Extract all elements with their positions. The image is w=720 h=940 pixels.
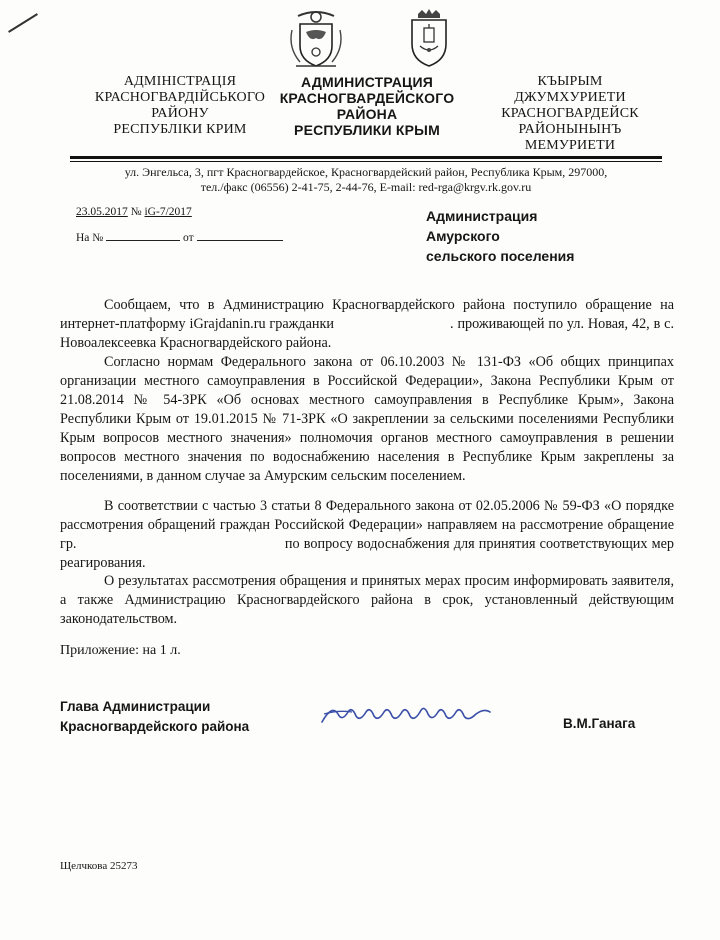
header-ukrainian-line: АДМІНІСТРАЦІЯ [123, 74, 237, 89]
header-divider-thick [70, 156, 662, 159]
executor-note: Щелчкова 25273 [60, 860, 138, 872]
header-crimean-tatar-line: КЪЫРЫМ [537, 74, 603, 89]
signatory-position [60, 697, 249, 737]
recipient-line: сельского поселения [426, 248, 575, 264]
crimea-coat-of-arms-icon [286, 8, 346, 70]
header-crimean-tatar-line: КРАСНОГВАРДЕЙСК [501, 106, 639, 121]
header-russian-line: РАЙОНА [336, 106, 398, 122]
contact-details: тел./факс (06556) 2-41-75, 2-44-76, E-mail: red-rga@krgv.rk.gov.ru [200, 180, 532, 194]
header-russian-line: КРАСНОГВАРДЕЙСКОГО [279, 90, 455, 106]
header-russian-line: АДМИНИСТРАЦИЯ [301, 74, 433, 90]
pen-mark [8, 13, 38, 33]
body-paragraph: Согласно нормам Федерального закона от 06.10.2003 № 131-ФЗ «Об общих принципах организации местного самоуправления в Российской Федерации», Закона Республики Крым от 21.08.2014 № 54-ЗРК «Об основах местного самоуправления в Республике Крым», Закона Республики Крым от 19.01.2015 № 71-ЗРК «О закреплении за сельскими поселениями Республики Крым вопросов местного значения» полномочия органов местного самоуправления в решении вопросов местного значения по водоснабжению населения в Республике Крым закреплены за поселениями, в данном случае за Амурским сельским поселением. [60, 354, 674, 484]
attachment-note: Приложение: на 1 л. [60, 643, 181, 658]
incoming-date-blank [197, 229, 283, 241]
header-ukrainian-line: РЕСПУБЛІКИ КРИМ [113, 122, 247, 137]
postal-address: ул. Энгельса, 3, пгт Красногвардейское, Красногвардейский район, Республика Крым, 297000, [124, 165, 608, 179]
body-paragraph: В соответствии с частью 3 статьи 8 Федерального закона от 02.05.2006 № 59-ФЗ «О порядке рассмотрения обращений граждан Российской Федерации» направляем на рассмотрение обращение гр. по вопросу водоснабжения для принятия соответствующих мер реагирования. [60, 498, 678, 571]
outgoing-date: 23.05.2017 [76, 206, 128, 218]
handwritten-signature [318, 700, 494, 730]
header-crimean-tatar-line: ДЖУМХУРИЕТИ [514, 90, 626, 105]
header-divider-thin [70, 161, 662, 162]
header-russian-line: РЕСПУБЛИКИ КРЫМ [294, 122, 440, 138]
header-russian [262, 74, 472, 138]
incoming-date-label: от [183, 232, 194, 244]
recipient-line: Амурского [426, 228, 500, 244]
number-sign: № [130, 206, 142, 218]
outgoing-number: iG-7/2017 [144, 206, 192, 218]
header-crimean-tatar-line: МЕМУРИЕТИ [524, 138, 616, 153]
signatory-name: В.М.Ганага [563, 716, 636, 731]
signatory-position-line: Красногвардейского района [60, 719, 250, 734]
krasnogvardeisky-district-coat-of-arms-icon [404, 8, 454, 68]
outgoing-reference [76, 205, 192, 219]
incoming-reference [76, 229, 283, 245]
signatory-position-line: Глава Администрации [60, 699, 211, 714]
body-paragraph: Сообщаем, что в Администрацию Красногвардейского района поступило обращение на интернет-платформу iGrajdanin.ru гражданки . проживающей по ул. Новая, 42, в с. Новоалексеевка Красногвардейского района. [60, 297, 678, 351]
incoming-number-blank [106, 229, 180, 241]
recipient-line: Администрация [426, 208, 538, 224]
incoming-number-label: На № [76, 232, 104, 244]
body-paragraph: О результатах рассмотрения обращения и принятых мерах просим информировать заявителя, а также Администрацию Красногвардейского района в срок, установленный действующим законодательством. [60, 573, 674, 627]
header-crimean-tatar [470, 74, 670, 154]
header-ukrainian [70, 74, 290, 138]
header-crimean-tatar-line: РАЙОНЫНЫНЪ [518, 122, 622, 137]
header-ukrainian-line: КРАСНОГВАРДІЙСЬКОГО [94, 90, 266, 105]
recipient-block [426, 206, 574, 266]
header-ukrainian-line: РАЙОНУ [151, 106, 209, 121]
